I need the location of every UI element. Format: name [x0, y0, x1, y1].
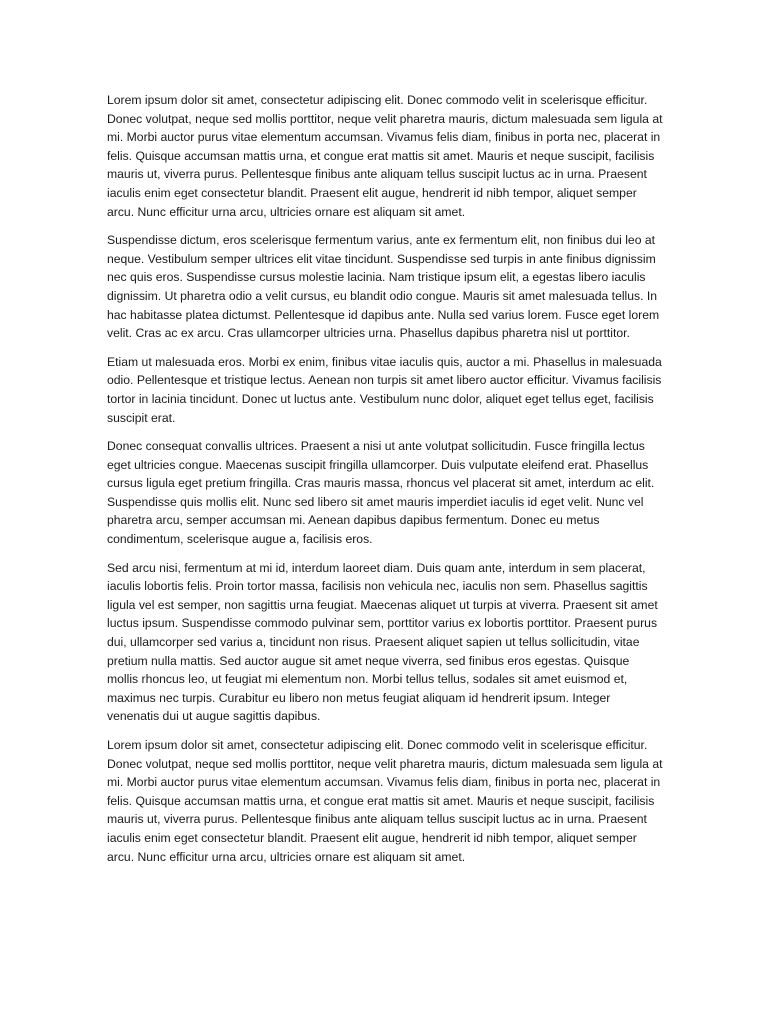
- document-body: [107, 91, 663, 876]
- paragraph-1: Lorem ipsum dolor sit amet, consectetur adipiscing elit. Donec commodo velit in scelerisque efficitur. Donec volutpat, neque sed mollis porttitor, neque velit pharetra mauris, dictum malesuada sem ligula at mi. Morbi auctor purus vitae elementum accumsan. Vivamus felis diam, finibus in porta nec, placerat in felis. Quisque accumsan mattis urna, et congue erat mattis sit amet. Mauris et neque suscipit, facilisis mauris ut, viverra purus. Pellentesque finibus ante aliquam tellus suscipit luctus ac in urna. Praesent iaculis enim eget consectetur blandit. Praesent elit augue, hendrerit id nibh tempor, aliquet semper arcu. Nunc efficitur urna arcu, ultricies ornare est aliquam sit amet.: [107, 93, 663, 219]
- paragraph-5: Sed arcu nisi, fermentum at mi id, interdum laoreet diam. Duis quam ante, interdum in sem placerat, iaculis lobortis felis. Proin tortor massa, facilisis non vehicula nec, iaculis non sem. Phasellus sagittis ligula vel est semper, non sagittis urna feugiat. Maecenas aliquet ut turpis at viverra. Praesent sit amet luctus ipsum. Suspendisse commodo pulvinar sem, porttitor varius ex lobortis porttitor. Praesent purus dui, ullamcorper sed varius a, tincidunt non risus. Praesent aliquet sapien ut tellus sollicitudin, vitae pretium nulla mattis. Sed auctor augue sit amet neque viverra, sed finibus eros egestas. Quisque mollis rhoncus leo, ut feugiat mi elementum non. Morbi tellus tellus, sodales sit amet euismod et, maximus nec turpis. Curabitur eu libero non metus feugiat aliquam id hendrerit ipsum. Integer venenatis dui ut augue sagittis dapibus.: [107, 560, 658, 724]
- paragraph-4: Donec consequat convallis ultrices. Praesent a nisi ut ante volutpat sollicitudin. Fusce fringilla lectus eget ultricies congue. Maecenas suscipit fringilla ullamcorper. Duis vulputate eleifend erat. Phasellus cursus ligula eget pretium fringilla. Cras mauris massa, rhoncus vel placerat sit amet, interdum ac elit. Suspendisse quis mollis elit. Nunc sed libero sit amet mauris imperdiet iaculis id eget velit. Nunc vel pharetra arcu, semper accumsan mi. Aenean dapibus dapibus fermentum. Donec eu metus condimentum, scelerisque augue a, facilisis eros.: [107, 439, 655, 547]
- paragraph-6: Lorem ipsum dolor sit amet, consectetur adipiscing elit. Donec commodo velit in scelerisque efficitur. Donec volutpat, neque sed mollis porttitor, neque velit pharetra mauris, dictum malesuada sem ligula at mi. Morbi auctor purus vitae elementum accumsan. Vivamus felis diam, finibus in porta nec, placerat in felis. Quisque accumsan mattis urna, et congue erat mattis sit amet. Mauris et neque suscipit, facilisis mauris ut, viverra purus. Pellentesque finibus ante aliquam tellus suscipit luctus ac in urna. Praesent iaculis enim eget consectetur blandit. Praesent elit augue, hendrerit id nibh tempor, aliquet semper arcu. Nunc efficitur urna arcu, ultricies ornare est aliquam sit amet.: [107, 738, 663, 864]
- paragraph-3: Etiam ut malesuada eros. Morbi ex enim, finibus vitae iaculis quis, auctor a mi. Phasellus in malesuada odio. Pellentesque et tristique lectus. Aenean non turpis sit amet libero auctor efficitur. Vivamus facilisis tortor in lacinia tincidunt. Donec ut luctus ante. Vestibulum nunc dolor, aliquet eget tellus eget, facilisis suscipit erat.: [107, 354, 662, 425]
- paragraph-2: Suspendisse dictum, eros scelerisque fermentum varius, ante ex fermentum elit, non finibus dui leo at neque. Vestibulum semper ultrices elit vitae tincidunt. Suspendisse sed turpis in ante finibus dignissim nec quis eros. Suspendisse cursus molestie lacinia. Nam tristique ipsum elit, a egestas libero iaculis dignissim. Ut pharetra odio a velit cursus, eu blandit odio congue. Mauris sit amet malesuada tellus. In hac habitasse platea dictumst. Pellentesque id dapibus ante. Nulla sed varius lorem. Fusce eget lorem velit. Cras ac ex arcu. Cras ullamcorper ultricies urna. Phasellus dapibus pharetra nisl ut porttitor.: [107, 233, 660, 341]
